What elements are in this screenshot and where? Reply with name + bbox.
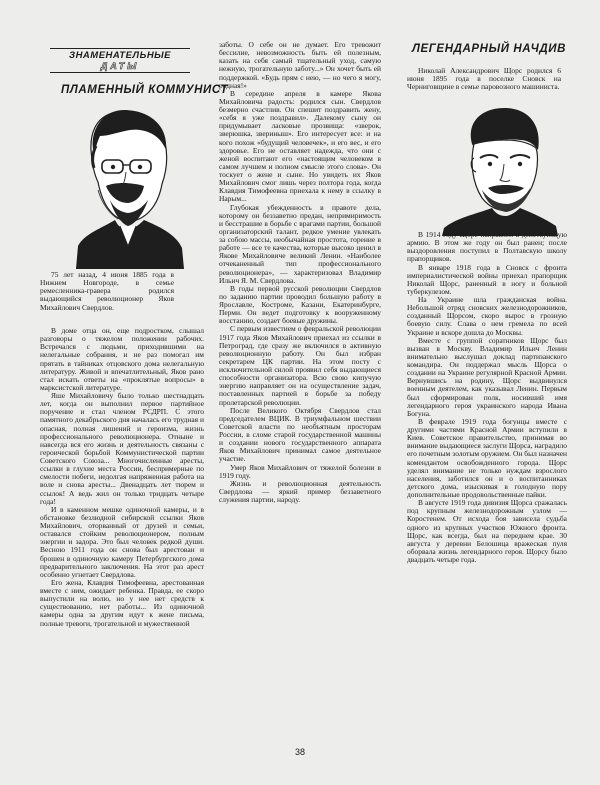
- paragraph: Жизнь и революционная деятельность Свердлова — яркий пример беззаветного служения партии, народу.: [219, 478, 381, 504]
- paragraph: Глубокая убежденность в правоте дела, которому он беззаветно предан, непримиримость и бесстрашие в борьбе с врагами партии, большой организаторский талант, редкое умение увлекать за собою массы, необычайная простота, горение в работе — все те качества, которые высоко ценил в Якове Михайловиче великий Ленин. «Наиболее отчеканенный тип профессионального революционера», — характеризовал Владимир Ильич Я. М. Свердлова.: [219, 202, 381, 285]
- paragraph: С первым известием о февральской революции 1917 года Яков Михайлович приехал из ссылки в Петроград, где сразу же включился в активную революционную работу. Он был избран секретарем ЦК партии. На этом посту с исключительной силой проявил себя выдающиеся способности организатора. Всю свою кипучую энергию направляет он на осуществление задач, поставленных партией в борьбе за победу пролетарской революции.: [219, 324, 381, 407]
- paragraph: На Украине шла гражданская война. Небольшой отряд сновских железнодорожников, созданный Щорсом, скоро вырос в грозную боевую силу. Слава о нем гремела по всей Украине и вскоре дошла до Москвы.: [407, 295, 567, 337]
- article1-intro-text: 75 лет назад, 4 июня 1885 года в Нижнем Новгороде, в семье ремесленника-гравера родился выдающийся революционер Яков Михайлович Свердлов.: [40, 271, 174, 312]
- shchors-portrait: [436, 104, 560, 236]
- paragraph: В середине апреля в камере Якова Михайловича радость: родился сын. Свердлов безмерно счастлив. Он спешит поздравить жену, «себя я уже поздравил». Далекому сыну он придумывает ласковые прозвища: «зверок, зверюшка, звериныш». Его интересует все: и на кого похож «будущий человечек», и его вес, и его здоровье. Его не оставляет надежда, что они с женой воспитают его «настоящим человеком в самом лучшем и полном смысле этого слова». Он тоскует о жене и сыне. Но увидеть их Яков Михайлович смог лишь через полтора года, когда Клавдия Тимофеевна приехала к нему в ссылку в Нарым...: [219, 88, 381, 204]
- paragraph: В доме отца он, еще подростком, слышал разговоры о тяжелом положении рабочих. Встречался с людьми, приходившими на нелегальные собрания, и не раз помогал им прятать в тайниках отцовского дома нелегальную литературу. Живой и впечатлительный, Яков рано стал искать ответы на «проклятые вопросы» в марксистской литературе.: [40, 327, 204, 392]
- section-label-line1: ЗНАМЕНАТЕЛЬНЫЕ: [50, 48, 190, 61]
- article1-intro: [40, 271, 174, 312]
- section-label: [50, 48, 190, 73]
- article1-title: ПЛАМЕННЫЙ КОММУНИСТ: [61, 84, 228, 96]
- paragraph: В феврале 1919 года богунцы вместе с другими частями Красной Армии вступили в Киев. Советское правительство, принимая во внимание выдающиеся заслуги Щорса, наградило его почетным золотым оружием. Он был назначен комендантом освобожденного города. Щорс уделял внимание не только нуждам взрослого населения, заботился он и о воспитанниках детского дома, изыскивая в голодную пору дополнительные продовольственные пайки.: [407, 416, 567, 499]
- article1-column1: [40, 327, 204, 628]
- article2-intro-text: Николай Александрович Щорс родился 6 июня 1895 года в поселке Сновск на Черниговщине в семье паровозного машиниста.: [407, 67, 561, 92]
- paragraph: И в каменном мешке одиночной камеры, и в обстановке безлюдной сибирской ссылки Яков Михайлович, оторванный от друзей и семьи, оставался стойким революционером, полным энергии и задора. Это был человек редкой души. Весною 1911 года он снова был арестован и брошен в одиночную камеру Петербургского дома предварительного заключения. На этот раз арест особенно угнетает Свердлова.: [40, 504, 204, 579]
- article2-title: ЛЕГЕНДАРНЫЙ НАЧДИВ: [412, 43, 567, 55]
- article1-column2: [219, 41, 381, 504]
- paragraph: Его жена, Клавдия Тимофеевна, арестованная вместе с ним, ожидает ребенка. Правда, ее скоро выпустили на волю, но у нее нет средств к существованию, нет работы... Из одиночной камеры одна за другим идут к жене письма, полные тревоги, трогательной и мужественной: [40, 577, 204, 628]
- paragraph: В январе 1918 года в Сновск с фронта империалистической войны приехал прапорщик Николай Щорс, раненный в ногу и больной туберкулезом.: [407, 262, 567, 296]
- paragraph: В годы первой русской революции Свердлов по заданию партии проводил большую работу в Ярославле, Костроме, Казани, Екатеринбурге, Перми. Он ведет подготовку к вооруженному восстанию, создает боевые дружины.: [219, 283, 381, 326]
- paragraph: Умер Яков Михайлович от тяжелой болезни в 1919 году.: [219, 462, 381, 480]
- sverdlov-portrait: [72, 106, 190, 269]
- paragraph: После Великого Октября Свердлов стал председателем ВЦИК. В триумфальном шествии Советской власти по необъятным просторам России, в сломе старой государственной машины и создании нового государственного аппарата Яков Михайлович принимал самое деятельное участие.: [219, 405, 381, 464]
- paragraph: В 1914 году Щорс направлен в действующую армию. В этом же году он был ранен; после выздоровления поступил в Полтавскую школу прапорщиков.: [407, 231, 567, 264]
- paragraph: Вместе с группой соратников Щорс был вызван в Москву. Владимир Ильич Ленин внимательно выслушал доклад партизанского командира. Он поддержал мысль Щорса о создании на Украине регулярной Красной Армии. Вернувшись на родину, Щорс выдвинулся военным деятелем, как указывал Ленин. Первым был сформирован полк, носивший имя легендарного героя украинского народа Ивана Богуна.: [407, 335, 567, 418]
- article2-body: [407, 231, 567, 564]
- page-number: 38: [294, 747, 305, 757]
- paragraph: Яше Михайловичу было только шестнадцать лет, когда он выполнил первое партийное поручение и стал членом РСДРП. С этого памятного декабрьского дня началась его трудная и опасная, полная лишений и героизма, жизнь профессионального революционера. Отныне и навсегда вся его жизнь и деятельность связаны с героической борьбой Коммунистической партии Советского Союза... Многочисленные аресты, ссылки в глухие места России, беспримерные по смелости побеги, недолгая напряженная работа на воле и снова аресты... Двенадцать лет тюрем и ссылок! А ведь жил он только тридцать четыре года!: [40, 391, 204, 506]
- article2-intro: [407, 67, 561, 91]
- section-label-line2: ДАТЫ: [50, 61, 190, 73]
- paragraph: В августе 1919 года дивизия Щорса сражалась под крупным железнодорожным узлом — Коростенем. От исхода боя зависела судьба одного из крупных участков Южного фронта. Щорс, как всегда, был на переднем крае. 30 августа у деревни Белошица вражеская пуля оборвала жизнь легендарного героя. Щорсу было двадцать четыре года.: [407, 498, 567, 564]
- paragraph: заботы. О себе он не думает. Его тревожит бессилие, невозможность быть ей полезным, казать на себя самый тщательный уход, самую нежную, трогательную заботу...» Он хочет быть ей поддержкой. «Будь прям с нею, — но чего я могу, родная!»: [219, 41, 381, 90]
